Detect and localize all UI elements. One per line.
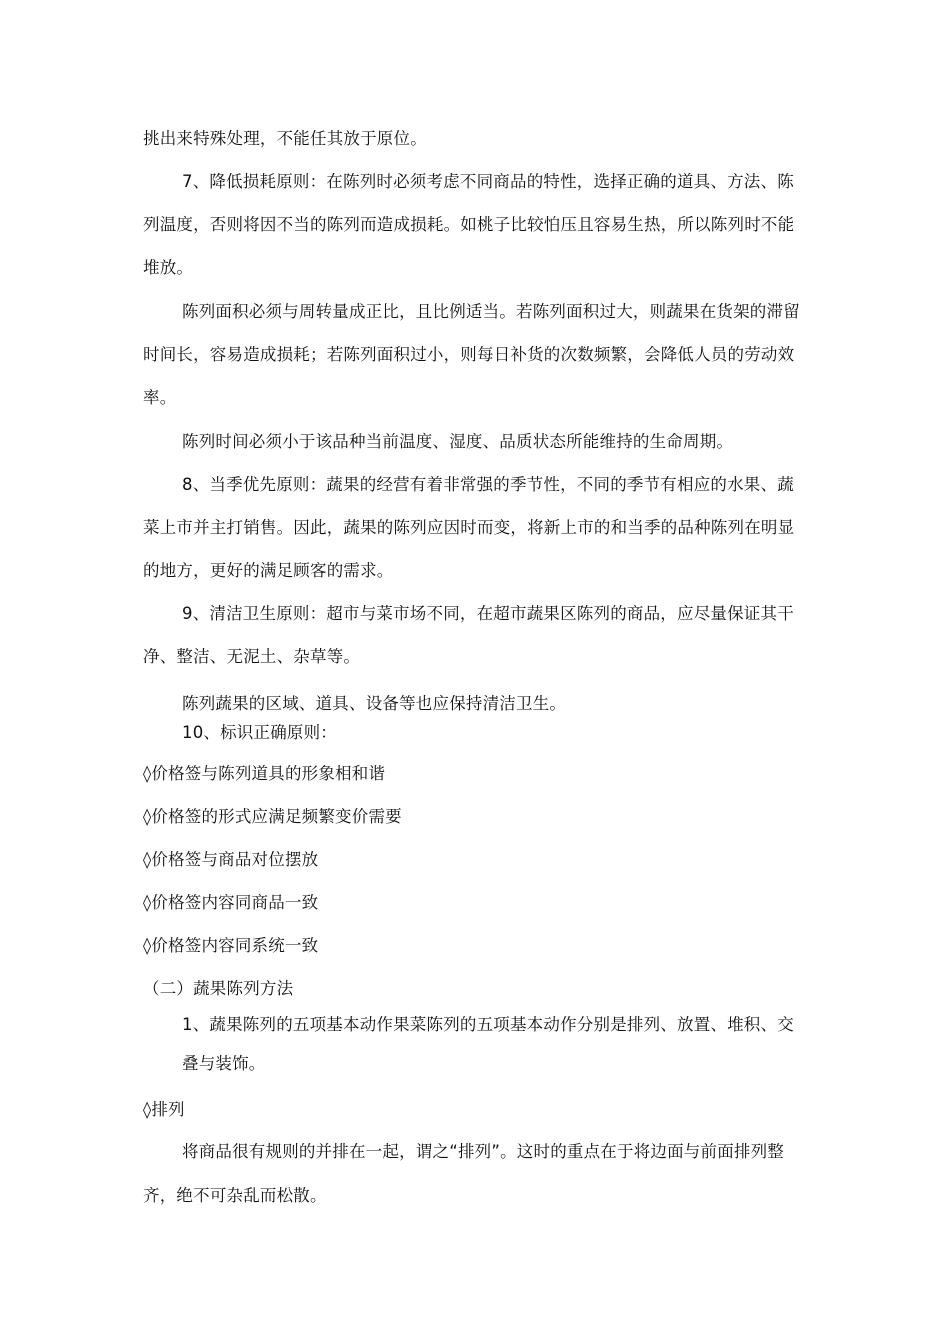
text-line: 1、蔬果陈列的五项基本动作果菜陈列的五项基本动作分别是排列、放置、堆积、交: [182, 1015, 794, 1034]
text-line: 菜上市并主打销售。因此，蔬果的陈列应因时而变，将新上市的和当季的品种陈列在明显: [143, 518, 795, 537]
text-line: 挑出来特殊处理，不能任其放于原位。: [143, 129, 427, 148]
section-heading: （二）蔬果陈列方法: [143, 979, 294, 998]
bullet-item: ◊价格签与商品对位摆放: [143, 850, 319, 869]
bullet-item: ◊价格签内容同商品一致: [143, 893, 319, 912]
bullet-item: ◊价格签内容同系统一致: [143, 936, 319, 955]
bullet-item: ◊价格签的形式应满足频繁变价需要: [143, 807, 402, 826]
bullet-item: ◊排列: [143, 1100, 185, 1119]
principle-7-heading: 7、降低损耗原则：在陈列时必须考虑不同商品的特性，选择正确的道具、方法、陈: [182, 172, 794, 191]
text-line: 陈列蔬果的区域、道具、设备等也应保持清洁卫生。: [182, 694, 567, 713]
principle-9-heading: 9、清洁卫生原则：超市与菜市场不同，在超市蔬果区陈列的商品，应尽量保证其干: [182, 604, 794, 623]
text-line: 的地方，更好的满足顾客的需求。: [143, 561, 394, 580]
text-line: 堆放。: [143, 258, 194, 277]
text-line: 率。: [143, 388, 177, 407]
text-line: 列温度，否则将因不当的陈列而造成损耗。如桃子比较怕压且容易生热，所以陈列时不能: [143, 215, 795, 234]
bullet-item: ◊价格签与陈列道具的形象相和谐: [143, 764, 386, 783]
text-line: 将商品很有规则的并排在一起，谓之“排列”。这时的重点在于将边面与前面排列整: [182, 1142, 784, 1161]
text-line: 时间长，容易造成损耗；若陈列面积过小，则每日补货的次数频繁，会降低人员的劳动效: [143, 345, 795, 364]
principle-8-heading: 8、当季优先原则：蔬果的经营有着非常强的季节性，不同的季节有相应的水果、蔬: [182, 475, 794, 494]
principle-10-heading: 10、标识正确原则：: [182, 723, 337, 742]
text-line: 净、整洁、无泥土、杂草等。: [143, 647, 361, 666]
text-line: 陈列时间必须小于该品种当前温度、湿度、品质状态所能维持的生命周期。: [182, 432, 734, 451]
text-line: 叠与装饰。: [182, 1054, 266, 1073]
text-line: 齐，绝不可杂乱而松散。: [143, 1186, 327, 1205]
text-line: 陈列面积必须与周转量成正比，且比例适当。若陈列面积过大，则蔬果在货架的滞留: [182, 302, 800, 321]
